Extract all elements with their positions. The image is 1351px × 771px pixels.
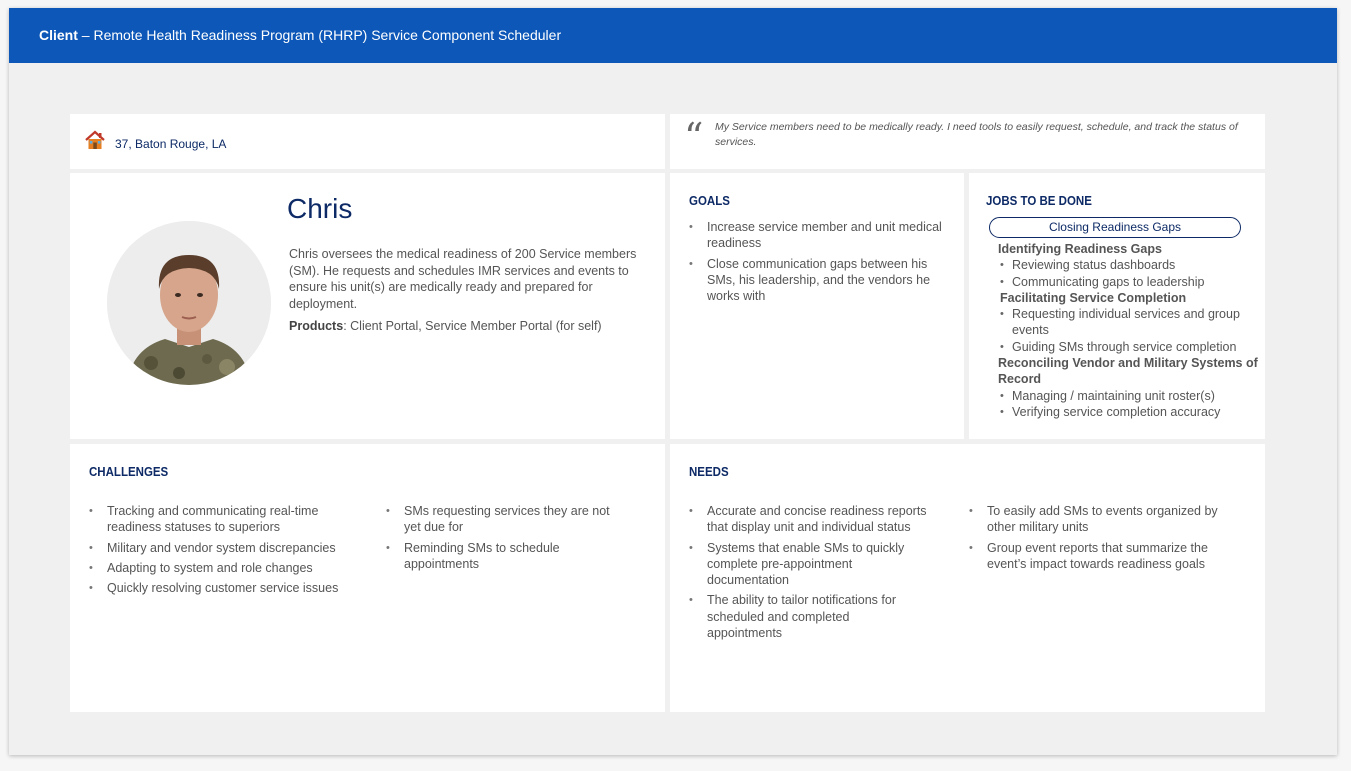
persona-name: Chris bbox=[287, 193, 353, 224]
location-text: 37, Baton Rouge, LA bbox=[115, 137, 227, 151]
goals-title: GOALS bbox=[689, 194, 730, 208]
list-item: • Adapting to system and role changes bbox=[89, 560, 369, 576]
header-client-label: Client bbox=[39, 27, 78, 43]
persona-slide bbox=[9, 8, 1337, 755]
list-item: • Verifying service completion accuracy bbox=[1000, 404, 1263, 420]
list-item: • Tracking and communicating real-time readiness statuses to superiors bbox=[89, 503, 369, 536]
list-item: • Accurate and concise readiness reports that display unit and individual status bbox=[689, 503, 927, 536]
list-item: • Reminding SMs to schedule appointments bbox=[386, 540, 616, 573]
list-item: • Systems that enable SMs to quickly complete pre-appointment documentation bbox=[689, 540, 927, 589]
list-item: • Managing / maintaining unit roster(s) bbox=[1000, 388, 1263, 404]
job-group-heading: Facilitating Service Completion bbox=[1000, 290, 1187, 305]
list-item: • Communicating gaps to leadership bbox=[1000, 274, 1263, 290]
challenges-title: CHALLENGES bbox=[89, 465, 169, 479]
list-item: • Military and vendor system discrepancies bbox=[89, 540, 369, 556]
list-item: • Increase service member and unit medical readiness bbox=[689, 219, 951, 252]
closing-readiness-gaps-pill: Closing Readiness Gaps bbox=[989, 217, 1241, 238]
needs-list-right bbox=[969, 503, 1225, 576]
needs-list-left bbox=[689, 503, 927, 645]
persona-bio: Chris oversees the medical readiness of 200 Service members (SM). He requests and schedules IMR services and events to ensure his unit(s) are medically ready and prepared for deployment. bbox=[289, 247, 637, 311]
avatar-illustration bbox=[107, 221, 271, 385]
jobs-list bbox=[998, 241, 1263, 420]
job-group-heading: Reconciling Vendor and Military Systems of Record bbox=[998, 356, 1258, 387]
products-label: Products bbox=[289, 319, 344, 333]
challenges-card bbox=[70, 444, 665, 712]
challenges-list-right bbox=[386, 503, 616, 576]
jobs-title: JOBS TO BE DONE bbox=[986, 194, 1092, 208]
quote-card bbox=[670, 114, 1265, 169]
jobs-card bbox=[969, 173, 1265, 439]
list-item: • Requesting individual services and group events bbox=[1000, 306, 1263, 339]
location-card bbox=[70, 114, 665, 169]
quote-text: My Service members need to be medically ready. I need tools to easily request, schedule, and track the status of services. bbox=[715, 121, 1238, 148]
goals-card bbox=[670, 173, 964, 439]
list-item: • Close communication gaps between his SMs, his leadership, and the vendors he works with bbox=[689, 256, 951, 305]
list-item: • The ability to tailor notifications for scheduled and completed appointments bbox=[689, 592, 927, 641]
products-value: : Client Portal, Service Member Portal (for self) bbox=[343, 319, 602, 333]
job-group-heading: Identifying Readiness Gaps bbox=[998, 242, 1162, 256]
avatar bbox=[107, 221, 271, 385]
list-item: • Guiding SMs through service completion bbox=[1000, 339, 1263, 355]
needs-title: NEEDS bbox=[689, 465, 729, 479]
persona-products bbox=[289, 319, 659, 333]
profile-card bbox=[70, 173, 665, 439]
header-title: – Remote Health Readiness Program (RHRP) Service Component Scheduler bbox=[77, 27, 562, 43]
list-item: • To easily add SMs to events organized by other military units bbox=[969, 503, 1225, 536]
house-icon bbox=[84, 129, 106, 151]
list-item: • Reviewing status dashboards bbox=[1000, 257, 1263, 273]
needs-card bbox=[670, 444, 1265, 712]
challenges-list-left bbox=[89, 503, 369, 600]
header-banner bbox=[9, 8, 1337, 63]
list-item: • Quickly resolving customer service issues bbox=[89, 580, 369, 596]
list-item: • Group event reports that summarize the event’s impact towards readiness goals bbox=[969, 540, 1225, 573]
list-item: • SMs requesting services they are not yet due for bbox=[386, 503, 616, 536]
goals-list bbox=[689, 219, 951, 308]
quote-icon: “ bbox=[684, 115, 704, 159]
